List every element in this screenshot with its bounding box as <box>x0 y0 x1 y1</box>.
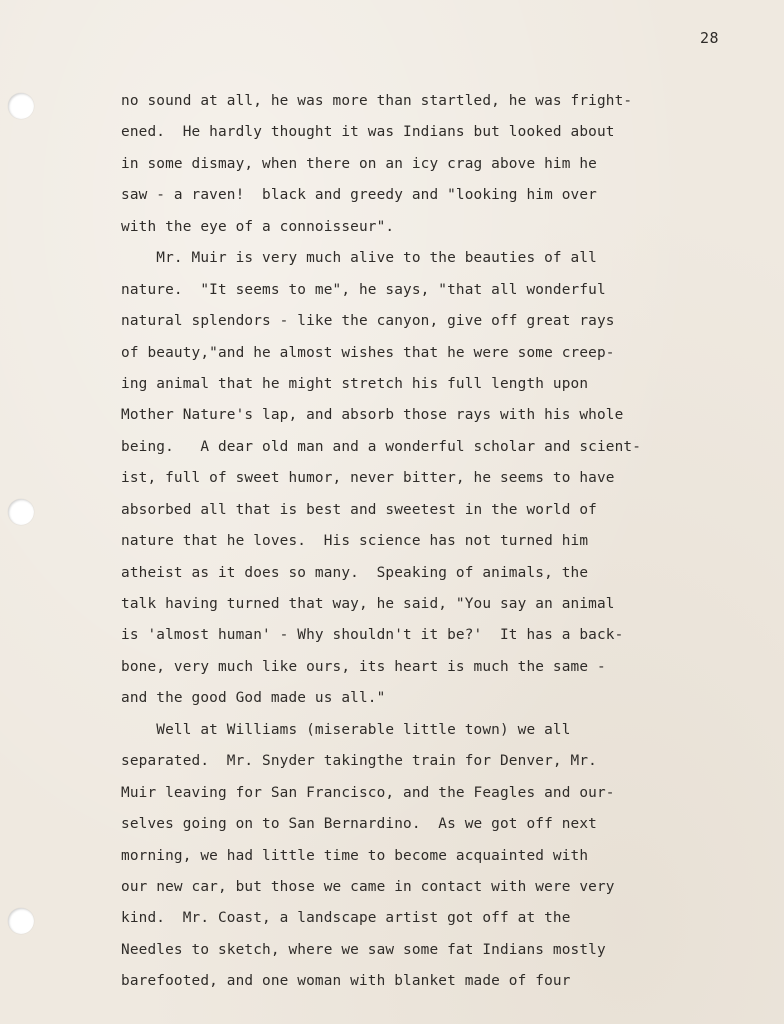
text-line: Mother Nature's lap, and absorb those rays with his whole <box>121 407 624 424</box>
text-line: kind. Mr. Coast, a landscape artist got off at the <box>121 910 571 927</box>
text-line: ened. He hardly thought it was Indians but looked about <box>121 124 615 141</box>
punch-hole-top <box>8 93 34 119</box>
text-line: Needles to sketch, where we saw some fat Indians mostly <box>121 941 606 958</box>
text-line: ist, full of sweet humor, never bitter, he seems to have <box>121 470 615 487</box>
text-line: bone, very much like ours, its heart is much the same - <box>121 658 606 675</box>
text-line: Well at Williams (miserable little town) we all <box>121 721 571 738</box>
text-line: Mr. Muir is very much alive to the beauties of all <box>121 250 597 267</box>
text-line: and the good God made us all." <box>121 690 386 707</box>
text-line: talk having turned that way, he said, "You say an animal <box>121 596 615 612</box>
punch-hole-middle <box>8 499 34 525</box>
typed-text-body <box>121 89 761 1001</box>
text-line: selves going on to San Bernardino. As we got off next <box>121 816 597 833</box>
text-line: is 'almost human' - Why shouldn't it be?' It has a back- <box>121 627 624 644</box>
text-line: our new car, but those we came in contact with were very <box>121 878 615 895</box>
text-line: saw - a raven! black and greedy and "looking him over <box>121 187 597 204</box>
text-line: of beauty,"and he almost wishes that he were some creep- <box>121 344 615 361</box>
text-line: morning, we had little time to become acquainted with <box>121 847 589 864</box>
text-line: being. A dear old man and a wonderful scholar and scient- <box>121 438 642 455</box>
text-line: natural splendors - like the canyon, give off great rays <box>121 313 615 330</box>
text-line: barefooted, and one woman with blanket made of four <box>121 973 571 990</box>
text-line: nature. "It seems to me", he says, "that all wonderful <box>121 281 606 298</box>
text-line: no sound at all, he was more than startled, he was fright- <box>121 93 633 109</box>
text-line: ing animal that he might stretch his full length upon <box>121 375 589 392</box>
punch-hole-bottom <box>8 908 34 934</box>
text-line: atheist as it does so many. Speaking of animals, the <box>121 564 589 581</box>
page-number: 28 <box>700 29 720 47</box>
text-line: in some dismay, when there on an icy crag above him he <box>121 155 597 172</box>
text-line: separated. Mr. Snyder takingthe train for Denver, Mr. <box>121 753 597 770</box>
text-line: Muir leaving for San Francisco, and the Feagles and our- <box>121 784 615 801</box>
text-line: absorbed all that is best and sweetest in the world of <box>121 501 597 518</box>
text-line: with the eye of a connoisseur". <box>121 218 395 235</box>
text-line: nature that he loves. His science has not turned him <box>121 533 589 550</box>
